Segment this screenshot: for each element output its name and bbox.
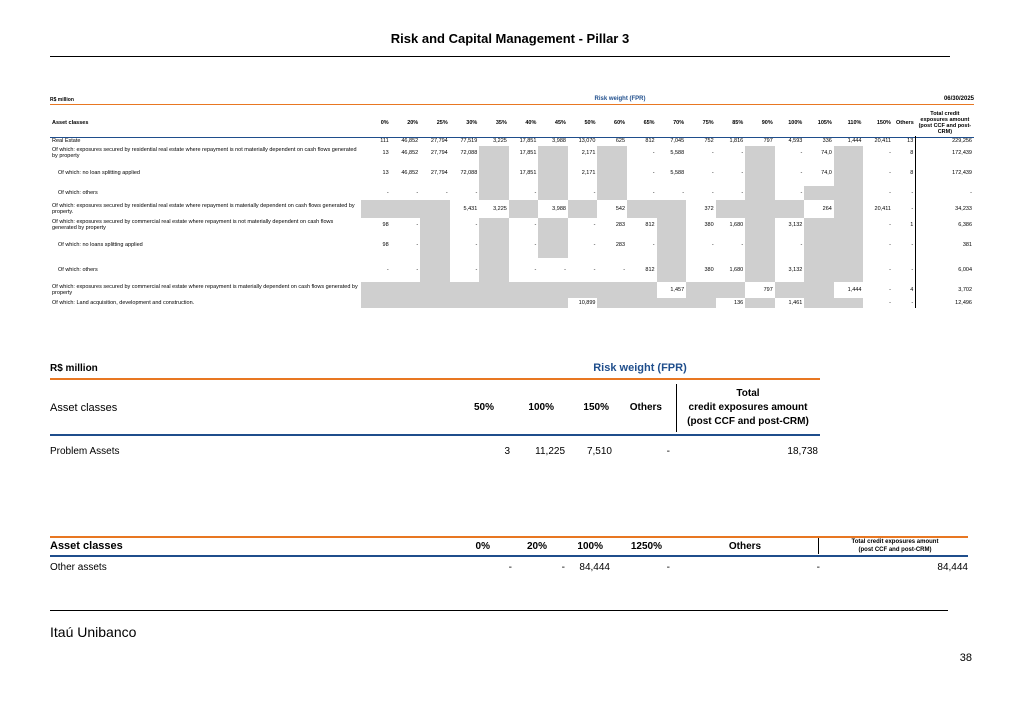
table1-cell: 5,588 — [670, 150, 685, 156]
table3-row-total: 84,444 — [937, 562, 968, 573]
footer-brand: Itaú Unibanco — [50, 624, 137, 640]
table1-cell: - — [889, 222, 891, 228]
table3-total-line1: Total credit exposures amount — [851, 539, 939, 545]
table-row — [50, 258, 974, 282]
table1-cell: 27,794 — [430, 170, 448, 176]
table1-cell — [509, 200, 539, 218]
table1-cell — [834, 258, 864, 282]
table1-cell: - — [911, 300, 914, 306]
table1-cell: 8 — [910, 150, 914, 156]
table1-cell — [804, 218, 834, 232]
table1-cell — [391, 282, 421, 298]
table1-row-total: 34,233 — [916, 200, 974, 218]
table1-cell: - — [593, 222, 596, 228]
table1-cell — [391, 298, 421, 308]
table1-cell: - — [741, 242, 744, 248]
table1-cell: - — [911, 190, 914, 196]
table1-cell: 1,461 — [788, 300, 803, 306]
table1-cell: - — [386, 267, 389, 273]
table1-cell: 13,070 — [578, 138, 596, 144]
table1-cell — [834, 232, 864, 258]
table1-cell — [804, 258, 834, 282]
table1-unit: R$ million — [50, 97, 74, 103]
table1-cell: 20,411 — [874, 206, 891, 212]
table1-cell — [479, 146, 509, 160]
table1-cell: - — [652, 150, 655, 156]
table1-cell — [479, 218, 509, 232]
table1-cell: 336 — [822, 138, 832, 144]
table1 — [50, 110, 974, 308]
table1-cell — [420, 232, 450, 258]
table1-row-total: 6,004 — [916, 258, 974, 282]
table1-cell — [479, 298, 509, 308]
table1-cell: - — [652, 190, 655, 196]
table1-header-col: 0% — [380, 120, 389, 126]
table2-row-label: Problem Assets — [50, 446, 120, 457]
table1-cell: 1,444 — [847, 287, 862, 293]
footer-divider — [50, 610, 948, 611]
table1-cell — [745, 232, 775, 258]
table1-header-col: 150% — [876, 120, 891, 126]
table1-cell: - — [911, 206, 914, 212]
table-row — [50, 160, 974, 186]
table3-row-val-others: - — [816, 562, 820, 573]
table1-cell: - — [593, 190, 596, 196]
table1-cell: 264 — [822, 206, 832, 212]
table1-cell: 20,411 — [874, 138, 891, 144]
table1-cell — [597, 298, 627, 308]
table1-cell — [361, 298, 391, 308]
table1-cell — [804, 282, 834, 298]
table1-cell — [420, 258, 450, 282]
table1-cell — [775, 282, 805, 298]
table1-cell — [627, 200, 657, 218]
table1-header-col: 30% — [466, 120, 478, 126]
table2-total-line2: credit exposures amount — [688, 402, 808, 413]
table1-cell: - — [445, 190, 448, 196]
table1-row-total: 3,702 — [916, 282, 974, 298]
table1-cell: 136 — [734, 300, 744, 306]
table1-cell — [361, 200, 391, 218]
table1-header-col: 35% — [495, 120, 507, 126]
table1-cell: 98 — [382, 222, 389, 228]
table1-cell: 3,225 — [493, 138, 507, 144]
table1-cell: 1,680 — [729, 222, 744, 228]
table1-header-col: 110% — [847, 120, 862, 126]
table1-row-label: Of which: no loan splitting applied — [58, 169, 140, 176]
table1-cell: - — [711, 170, 714, 176]
table1-cell: - — [800, 242, 803, 248]
table-row — [50, 146, 974, 160]
table3-row-val-20: - — [561, 562, 565, 573]
table1-cell — [627, 282, 657, 298]
table2-top-rule — [50, 378, 820, 380]
table1-cell — [479, 282, 509, 298]
table2-col-others: Others — [629, 402, 662, 413]
table1-cell: - — [416, 242, 419, 248]
table1-cell: - — [475, 242, 478, 248]
table1-cell: - — [564, 267, 566, 273]
table1-cell: 7,045 — [670, 138, 685, 144]
table3-row-val-0: - — [508, 562, 512, 573]
table1-cell: - — [889, 150, 891, 156]
table1-cell: 72,088 — [460, 150, 478, 156]
table1-cell: - — [416, 267, 419, 273]
table-row — [50, 282, 974, 298]
table1-cell: 13 — [382, 150, 389, 156]
table1-cell: 72,088 — [460, 170, 478, 176]
table1-header-col: 70% — [673, 120, 685, 126]
table1-cell: 46,852 — [401, 138, 419, 144]
table3-header-rule — [50, 555, 968, 557]
table1-cell — [450, 298, 480, 308]
table1-row-total: 6,386 — [916, 218, 974, 232]
table1-cell — [509, 282, 539, 298]
table2-row-val-50: 3 — [504, 446, 510, 457]
table-row — [50, 232, 974, 258]
table1-cell: 283 — [615, 222, 626, 228]
table1-row-label: Of which: exposures secured by residential real estate where repayment is not materially dependent on cash flows generated by property — [52, 146, 357, 159]
table1-cell: 1 — [910, 222, 914, 228]
table1-cell: 3,225 — [493, 206, 507, 212]
table1-cell: 46,852 — [401, 170, 419, 176]
table1-cell: 13 — [907, 138, 914, 144]
table1-row-label: Of which: Land acquisition, development and construction. — [52, 299, 195, 306]
table1-cell: - — [416, 222, 419, 228]
table1-header-col: 85% — [732, 120, 744, 126]
table1-cell: - — [711, 242, 714, 248]
table1-cell — [657, 218, 687, 232]
table1-header-total: Total credit exposures amount (post CCF and post-CRM) — [918, 111, 972, 135]
table1-cell — [834, 146, 864, 160]
table3-total-header — [822, 538, 968, 554]
table1-cell — [686, 282, 716, 298]
table1-cell: 4,593 — [788, 138, 803, 144]
table2-header-rule — [50, 434, 820, 436]
table1-cell: 17,851 — [519, 150, 537, 156]
table1-cell — [804, 186, 834, 200]
table1-header-col: 105% — [817, 120, 832, 126]
table1-cell: 797 — [763, 138, 773, 144]
table1-row-label: Of which: others — [58, 189, 98, 196]
table1-cell: - — [889, 190, 891, 196]
table1-cell: - — [889, 170, 891, 176]
table3-col-20: 20% — [526, 541, 547, 552]
table1-header-col: 25% — [436, 120, 448, 126]
table1-header-col: 40% — [525, 120, 537, 126]
table1-cell — [420, 218, 450, 232]
table1-cell — [745, 298, 775, 308]
table1-row-total: 381 — [916, 232, 974, 258]
table1-cell — [538, 146, 568, 160]
table1-cell — [657, 232, 687, 258]
table1-cell — [479, 232, 509, 258]
table1-row-label: Of which: no loans splitting applied — [58, 241, 143, 248]
table1-row-total: 12,496 — [916, 298, 974, 308]
table1-cell — [538, 186, 568, 200]
table1-header-col: Others — [896, 120, 914, 126]
table3-header-asset-classes: Asset classes — [50, 540, 123, 552]
table2-total-separator — [676, 384, 677, 432]
table1-header-col: 45% — [554, 120, 566, 126]
table1-cell — [745, 186, 775, 200]
table1-top-rule — [50, 104, 974, 105]
table1-cell: 380 — [704, 267, 714, 273]
table1-cell — [479, 258, 509, 282]
table1-cell — [538, 160, 568, 186]
table-row — [50, 200, 974, 218]
table1-row-total: 172,439 — [916, 146, 974, 160]
table1-cell: - — [800, 170, 803, 176]
table-row — [50, 186, 974, 200]
table1-cell: - — [711, 190, 714, 196]
table2-row-val-100: 11,225 — [535, 446, 565, 457]
table1-header-col: 20% — [407, 120, 419, 126]
table1-cell: - — [889, 287, 891, 293]
table1-cell: - — [911, 242, 914, 248]
table1-cell: - — [741, 190, 744, 196]
table1-cell: 5,588 — [670, 170, 685, 176]
table1-cell: 2,171 — [581, 150, 596, 156]
table1-cell — [804, 298, 834, 308]
table1-row-total: 229,256 — [916, 136, 974, 146]
table1-cell — [627, 298, 657, 308]
table2-total-header — [678, 387, 818, 429]
table1-cell: 812 — [645, 267, 655, 273]
table1-row-label: Of which: others — [58, 266, 98, 273]
table1-group-label: Risk weight (FPR) — [594, 96, 646, 102]
table1-header-row — [50, 110, 974, 136]
table2-total-line1: Total — [736, 388, 760, 399]
table1-header-col: 65% — [643, 120, 655, 126]
table1-cell: 27,794 — [430, 150, 448, 156]
table1-cell: 1,457 — [670, 287, 685, 293]
table1-cell — [597, 186, 627, 200]
table1-cell — [657, 200, 687, 218]
table1-row-total: 172,439 — [916, 160, 974, 186]
table1-cell — [538, 282, 568, 298]
table1-cell: - — [623, 267, 626, 273]
table1-cell — [391, 200, 421, 218]
table1-cell: 3,988 — [552, 138, 566, 144]
table1-cell: 10,899 — [578, 300, 596, 306]
table1-cell: 3,132 — [788, 267, 803, 273]
table2-row-val-others: - — [666, 446, 670, 457]
table1-cell: - — [534, 222, 537, 228]
table3-col-0: 0% — [475, 541, 490, 552]
table1-cell — [716, 282, 746, 298]
table1-header-col: 100% — [788, 120, 803, 126]
table1-cell: 812 — [645, 222, 655, 228]
table1-cell — [716, 200, 746, 218]
table1-cell: 2,171 — [581, 170, 596, 176]
table1-cell — [834, 160, 864, 186]
table1-cell: 3,132 — [788, 222, 803, 228]
table1-cell: 17,851 — [519, 170, 537, 176]
table1-cell: 3,988 — [552, 206, 566, 212]
table1-cell — [479, 160, 509, 186]
table2-col-150: 150% — [583, 402, 609, 413]
table1-cell: - — [889, 267, 891, 273]
table1-header-col: 75% — [702, 120, 714, 126]
table1-cell — [657, 258, 687, 282]
table1-cell — [834, 186, 864, 200]
table1-cell: 542 — [615, 206, 626, 212]
table2-row-total: 18,738 — [787, 446, 818, 457]
table1-cell: 372 — [704, 206, 714, 212]
page-title: Risk and Capital Management - Pillar 3 — [390, 31, 630, 46]
table1-cell: - — [593, 267, 596, 273]
table1-cell: - — [800, 190, 803, 196]
table1-cell: - — [386, 190, 389, 196]
table1-cell — [361, 282, 391, 298]
table1-header-col: 50% — [584, 120, 596, 126]
table2-unit: R$ million — [50, 363, 98, 374]
table1-cell: 5,431 — [463, 206, 478, 212]
table1-cell: - — [741, 170, 744, 176]
table1-cell: - — [534, 190, 537, 196]
table1-cell: - — [534, 267, 537, 273]
table1-cell — [568, 282, 598, 298]
table1-cell — [745, 160, 775, 186]
table2-total-line3: (post CCF and post-CRM) — [687, 416, 809, 427]
table3-col-1250: 1250% — [630, 541, 662, 552]
table1-cell: - — [682, 190, 685, 196]
table1-cell — [420, 200, 450, 218]
table1-cell: - — [652, 170, 655, 176]
table1-cell — [420, 282, 450, 298]
table3-row-val-1250: - — [666, 562, 670, 573]
table1-cell — [538, 218, 568, 232]
table1-cell: 111 — [380, 138, 389, 144]
table1-cell: - — [911, 267, 914, 273]
table1-header-col: 90% — [761, 120, 773, 126]
table2-row-val-150: 7,510 — [586, 446, 612, 457]
table1-date: 06/30/2025 — [943, 96, 974, 102]
table1-cell — [450, 282, 480, 298]
table1-cell: - — [889, 300, 891, 306]
table1-cell: 1,444 — [847, 138, 862, 144]
table1-cell: 1,816 — [729, 138, 744, 144]
table1-cell — [686, 298, 716, 308]
table1-cell: - — [741, 150, 744, 156]
table-row — [50, 218, 974, 232]
table3-row-val-100: 84,444 — [579, 562, 610, 573]
table1-row-total: - — [916, 186, 974, 200]
table1-cell — [657, 298, 687, 308]
table1-cell — [745, 200, 775, 218]
table1-cell: 17,851 — [519, 138, 537, 144]
table1-cell: - — [475, 267, 478, 273]
table3-row-label: Other assets — [50, 562, 107, 573]
table1-row-label: Of which: exposures secured by residential real estate where repayment is materially dependent on cash flows generated by property. — [52, 202, 355, 215]
table1-cell — [538, 298, 568, 308]
header-divider — [50, 56, 950, 57]
table1-cell — [538, 232, 568, 258]
table1-header-col: 60% — [614, 120, 626, 126]
table1-cell — [745, 146, 775, 160]
table1-cell — [597, 160, 627, 186]
table3-col-others: Others — [728, 541, 762, 552]
table1-cell — [834, 298, 864, 308]
table1-cell: 74,0 — [821, 150, 832, 156]
table1-cell: 13 — [382, 170, 389, 176]
table1-cell: 74,0 — [821, 170, 832, 176]
table1-row-label: Real Estate — [52, 137, 81, 144]
table1-cell — [775, 200, 805, 218]
table1-cell — [804, 232, 834, 258]
table1-cell: - — [652, 242, 655, 248]
table1-cell: 380 — [704, 222, 714, 228]
table2-col-100: 100% — [528, 402, 554, 413]
table1-cell — [745, 218, 775, 232]
table3-total-separator — [818, 538, 819, 554]
table1-row-label: Of which: exposures secured by commercial real estate where repayment is materially dependent on cash flows generated by property — [52, 283, 358, 296]
table1-cell: 283 — [615, 242, 626, 248]
table1-cell: 4 — [910, 287, 914, 293]
table1-cell: - — [800, 150, 803, 156]
table1-cell: 752 — [704, 138, 714, 144]
table1-cell — [745, 258, 775, 282]
table1-cell — [509, 298, 539, 308]
table2-group-label: Risk weight (FPR) — [593, 362, 687, 374]
table-row — [50, 298, 974, 308]
table1-cell: - — [711, 150, 714, 156]
table1-cell: - — [593, 242, 596, 248]
table3-total-line2: (post CCF and post-CRM) — [858, 547, 932, 553]
table1-cell — [479, 186, 509, 200]
page-number: 38 — [959, 652, 972, 664]
table1-cell: - — [416, 190, 419, 196]
table1-cell — [420, 298, 450, 308]
table1-cell: 98 — [382, 242, 389, 248]
table1-cell: 46,852 — [401, 150, 419, 156]
table1-cell — [597, 282, 627, 298]
table1-cell: 8 — [910, 170, 914, 176]
table1-cell — [834, 200, 864, 218]
table1-cell: 77,519 — [460, 138, 478, 144]
table3-col-100: 100% — [577, 541, 603, 552]
table1-row-label: Of which: exposures secured by commercial real estate where repayment is not materially dependent on cash flows generated by property — [52, 218, 334, 231]
table1-cell: - — [534, 242, 537, 248]
table-row — [50, 136, 974, 146]
table1-cell: 1,680 — [729, 267, 744, 273]
table1-cell: - — [889, 242, 891, 248]
table1-header-asset-classes: Asset classes — [52, 119, 89, 126]
table1-cell: 625 — [615, 138, 626, 144]
table2-col-50: 50% — [473, 402, 494, 413]
table1-cell: 812 — [645, 138, 655, 144]
table1-cell: 797 — [763, 287, 773, 293]
table1-cell: - — [475, 190, 478, 196]
table1-cell — [834, 218, 864, 232]
table2-header-asset-classes: Asset classes — [50, 402, 118, 414]
table1-cell: - — [475, 222, 478, 228]
table1-cell — [597, 146, 627, 160]
table1-cell: 27,794 — [430, 138, 448, 144]
table1-cell — [568, 200, 598, 218]
